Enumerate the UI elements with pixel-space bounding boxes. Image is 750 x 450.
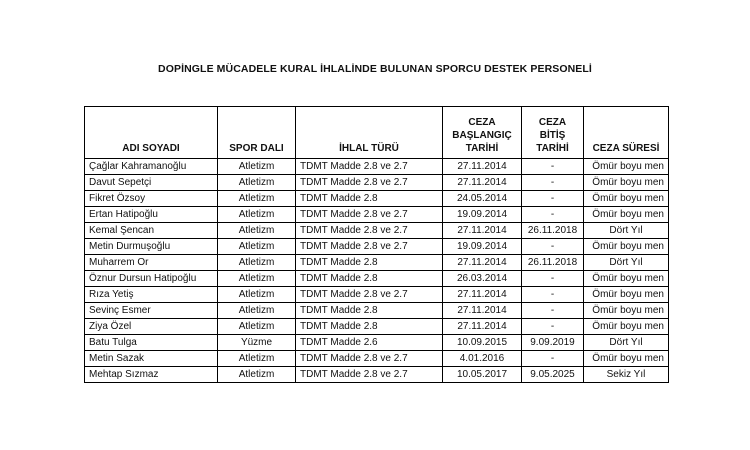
- cell-duration: Ömür boyu men: [584, 175, 669, 191]
- cell-duration: Sekiz Yıl: [584, 367, 669, 383]
- cell-duration: Ömür boyu men: [584, 351, 669, 367]
- cell-start-date: 27.11.2014: [443, 159, 522, 175]
- cell-sport: Atletizm: [218, 175, 296, 191]
- cell-end-date: 9.05.2025: [522, 367, 584, 383]
- cell-start-date: 27.11.2014: [443, 175, 522, 191]
- table-header-row: [85, 107, 669, 159]
- cell-start-date: 19.09.2014: [443, 207, 522, 223]
- cell-name: Metin Sazak: [85, 351, 218, 367]
- cell-name: Öznur Dursun Hatipoğlu: [85, 271, 218, 287]
- table-row: [85, 303, 669, 319]
- header-start-line3: TARİHİ: [465, 143, 499, 154]
- cell-end-date: -: [522, 207, 584, 223]
- cell-sport: Atletizm: [218, 303, 296, 319]
- cell-duration: Dört Yıl: [584, 335, 669, 351]
- header-start-line1: CEZA: [468, 117, 496, 128]
- cell-name: Mehtap Sızmaz: [85, 367, 218, 383]
- cell-violation: TDMT Madde 2.8: [296, 319, 443, 335]
- cell-violation: TDMT Madde 2.8 ve 2.7: [296, 367, 443, 383]
- table-row: [85, 287, 669, 303]
- page-title: DOPİNGLE MÜCADELE KURAL İHLALİNDE BULUNAN SPORCU DESTEK PERSONELİ: [158, 63, 592, 75]
- cell-start-date: 24.05.2014: [443, 191, 522, 207]
- cell-end-date: 9.09.2019: [522, 335, 584, 351]
- cell-start-date: 27.11.2014: [443, 255, 522, 271]
- cell-violation: TDMT Madde 2.8 ve 2.7: [296, 175, 443, 191]
- cell-start-date: 27.11.2014: [443, 319, 522, 335]
- table-row: [85, 191, 669, 207]
- cell-violation: TDMT Madde 2.8 ve 2.7: [296, 159, 443, 175]
- cell-end-date: -: [522, 303, 584, 319]
- cell-end-date: -: [522, 351, 584, 367]
- cell-violation: TDMT Madde 2.8 ve 2.7: [296, 207, 443, 223]
- cell-sport: Atletizm: [218, 255, 296, 271]
- header-end-line2: BİTİŞ: [539, 130, 566, 141]
- cell-name: Rıza Yetiş: [85, 287, 218, 303]
- cell-start-date: 26.03.2014: [443, 271, 522, 287]
- cell-end-date: -: [522, 191, 584, 207]
- table-row: [85, 175, 669, 191]
- header-start-line2: BAŞLANGIÇ: [452, 130, 512, 141]
- table-row: [85, 319, 669, 335]
- cell-duration: Dört Yıl: [584, 255, 669, 271]
- header-name: ADI SOYADI: [85, 107, 218, 159]
- cell-duration: Ömür boyu men: [584, 239, 669, 255]
- header-end-line1: CEZA: [538, 117, 567, 128]
- cell-violation: TDMT Madde 2.8: [296, 271, 443, 287]
- personnel-table: [84, 106, 669, 383]
- cell-duration: Ömür boyu men: [584, 159, 669, 175]
- cell-name: Metin Durmuşoğlu: [85, 239, 218, 255]
- cell-name: Sevinç Esmer: [85, 303, 218, 319]
- cell-name: Ertan Hatipoğlu: [85, 207, 218, 223]
- table-row: [85, 335, 669, 351]
- table-row: [85, 271, 669, 287]
- cell-violation: TDMT Madde 2.8: [296, 255, 443, 271]
- cell-violation: TDMT Madde 2.8: [296, 191, 443, 207]
- cell-end-date: -: [522, 159, 584, 175]
- cell-sport: Atletizm: [218, 367, 296, 383]
- cell-violation: TDMT Madde 2.8 ve 2.7: [296, 351, 443, 367]
- cell-duration: Ömür boyu men: [584, 303, 669, 319]
- cell-sport: Yüzme: [218, 335, 296, 351]
- cell-name: Fikret Özsoy: [85, 191, 218, 207]
- cell-end-date: 26.11.2018: [522, 223, 584, 239]
- cell-duration: Ömür boyu men: [584, 271, 669, 287]
- cell-start-date: 27.11.2014: [443, 303, 522, 319]
- header-duration: CEZA SÜRESİ: [584, 107, 669, 159]
- header-end-date: [522, 107, 584, 159]
- cell-sport: Atletizm: [218, 191, 296, 207]
- cell-sport: Atletizm: [218, 223, 296, 239]
- header-start-date: [443, 107, 522, 159]
- cell-violation: TDMT Madde 2.8 ve 2.7: [296, 239, 443, 255]
- cell-end-date: -: [522, 271, 584, 287]
- cell-name: Muharrem Or: [85, 255, 218, 271]
- cell-violation: TDMT Madde 2.6: [296, 335, 443, 351]
- table-row: [85, 255, 669, 271]
- table-row: [85, 351, 669, 367]
- cell-duration: Ömür boyu men: [584, 287, 669, 303]
- cell-name: Davut Sepetçi: [85, 175, 218, 191]
- table-row: [85, 367, 669, 383]
- header-violation: İHLAL TÜRÜ: [296, 107, 443, 159]
- cell-sport: Atletizm: [218, 207, 296, 223]
- cell-duration: Ömür boyu men: [584, 207, 669, 223]
- cell-start-date: 27.11.2014: [443, 223, 522, 239]
- cell-sport: Atletizm: [218, 319, 296, 335]
- cell-end-date: -: [522, 175, 584, 191]
- cell-end-date: -: [522, 239, 584, 255]
- cell-violation: TDMT Madde 2.8: [296, 303, 443, 319]
- cell-start-date: 10.09.2015: [443, 335, 522, 351]
- cell-sport: Atletizm: [218, 351, 296, 367]
- cell-sport: Atletizm: [218, 239, 296, 255]
- cell-duration: Dört Yıl: [584, 223, 669, 239]
- cell-name: Kemal Şencan: [85, 223, 218, 239]
- cell-name: Çağlar Kahramanoğlu: [85, 159, 218, 175]
- cell-sport: Atletizm: [218, 159, 296, 175]
- cell-start-date: 27.11.2014: [443, 287, 522, 303]
- cell-violation: TDMT Madde 2.8 ve 2.7: [296, 287, 443, 303]
- cell-start-date: 19.09.2014: [443, 239, 522, 255]
- header-sport: SPOR DALI: [218, 107, 296, 159]
- cell-name: Ziya Özel: [85, 319, 218, 335]
- cell-duration: Ömür boyu men: [584, 191, 669, 207]
- cell-end-date: -: [522, 287, 584, 303]
- cell-sport: Atletizm: [218, 287, 296, 303]
- table-row: [85, 239, 669, 255]
- cell-sport: Atletizm: [218, 271, 296, 287]
- cell-end-date: 26.11.2018: [522, 255, 584, 271]
- cell-duration: Ömür boyu men: [584, 319, 669, 335]
- cell-end-date: -: [522, 319, 584, 335]
- table-row: [85, 159, 669, 175]
- cell-start-date: 10.05.2017: [443, 367, 522, 383]
- cell-violation: TDMT Madde 2.8 ve 2.7: [296, 223, 443, 239]
- header-end-line3: TARİHİ: [536, 143, 569, 154]
- table-row: [85, 223, 669, 239]
- cell-name: Batu Tulga: [85, 335, 218, 351]
- table-row: [85, 207, 669, 223]
- cell-start-date: 4.01.2016: [443, 351, 522, 367]
